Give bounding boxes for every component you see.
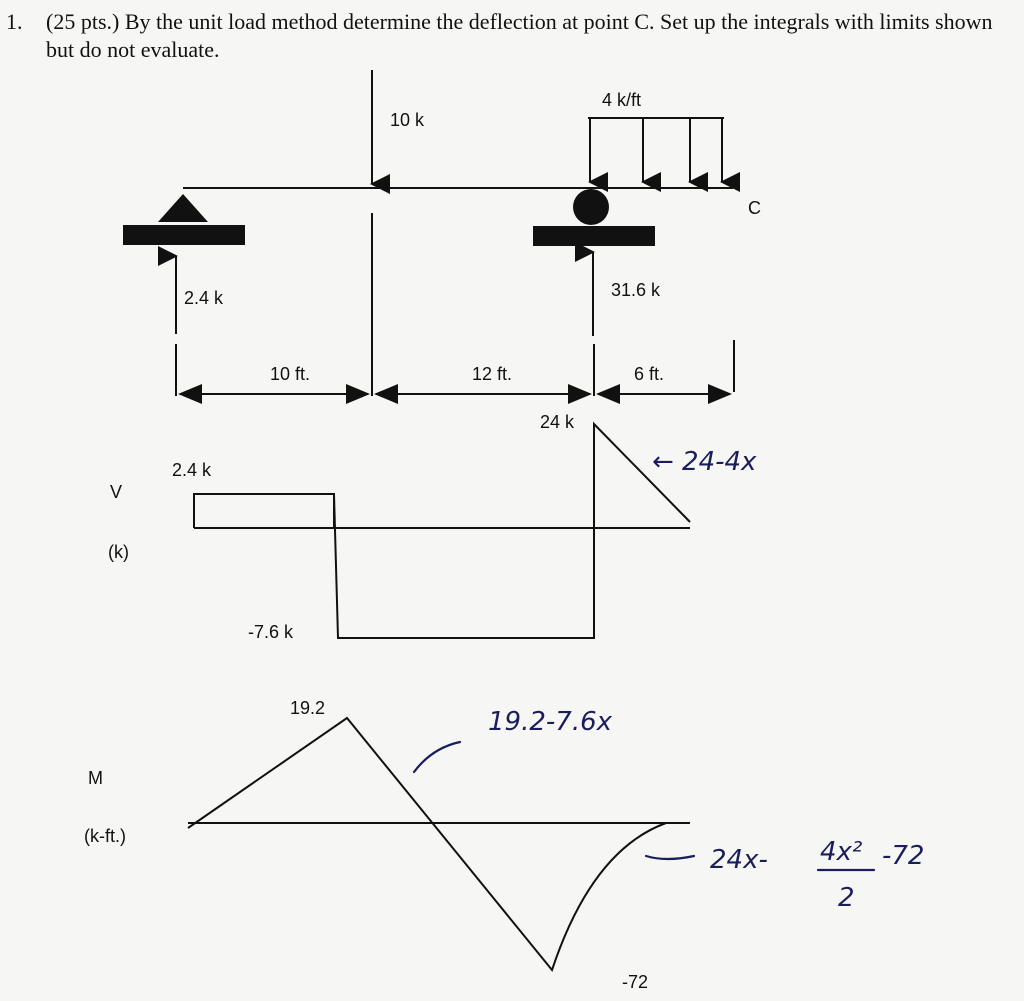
moment-handwritten-right: 24x- [710,845,768,875]
distributed-load-label: 4 k/ft [602,90,642,110]
roller-support [533,189,655,246]
moment-right-pointer [646,856,694,859]
shear-curve [194,424,690,638]
moment-unit-label: (k-ft.) [84,826,126,846]
shear-label-middle: -7.6 k [248,622,294,642]
shear-axis-label: V [110,482,123,502]
moment-handwritten-frac-num: 4x² [820,837,863,867]
distributed-load [588,118,724,182]
beam-figure [123,70,761,396]
pin-support [123,194,245,245]
reaction-right-label: 31.6 k [611,280,661,300]
moment-label-min: -72 [622,972,649,992]
moment-curve [188,718,666,970]
moment-handwritten-tail: -72 [882,841,925,871]
moment-label-max: 19.2 [290,698,326,718]
moment-axis-label: M [88,768,103,788]
problem-number: 1. [6,9,23,34]
shear-label-left: 2.4 k [172,460,212,480]
shear-diagram [108,412,757,642]
moment-handwritten-mid: 19.2-7.6x [488,707,613,737]
moment-mid-pointer [414,742,460,772]
point-load-label: 10 k [390,110,425,130]
point-c-label: C [748,198,761,218]
dimension-label-2: 12 ft. [472,364,513,384]
moment-diagram [84,698,924,992]
moment-handwritten-frac-den: 2 [838,883,855,913]
shear-label-right: 24 k [540,412,575,432]
dimension-label-1: 10 ft. [270,364,311,384]
reaction-left-label: 2.4 k [184,288,224,308]
shear-unit-label: (k) [108,542,129,562]
shear-handwritten-eq: ← 24-4x [652,447,757,477]
dimension-label-3: 6 ft. [634,364,665,384]
problem-body: (25 pts.) By the unit load method determine the deflection at point C. Set up the integrals with limits shown but do not evaluate. [46,9,993,62]
